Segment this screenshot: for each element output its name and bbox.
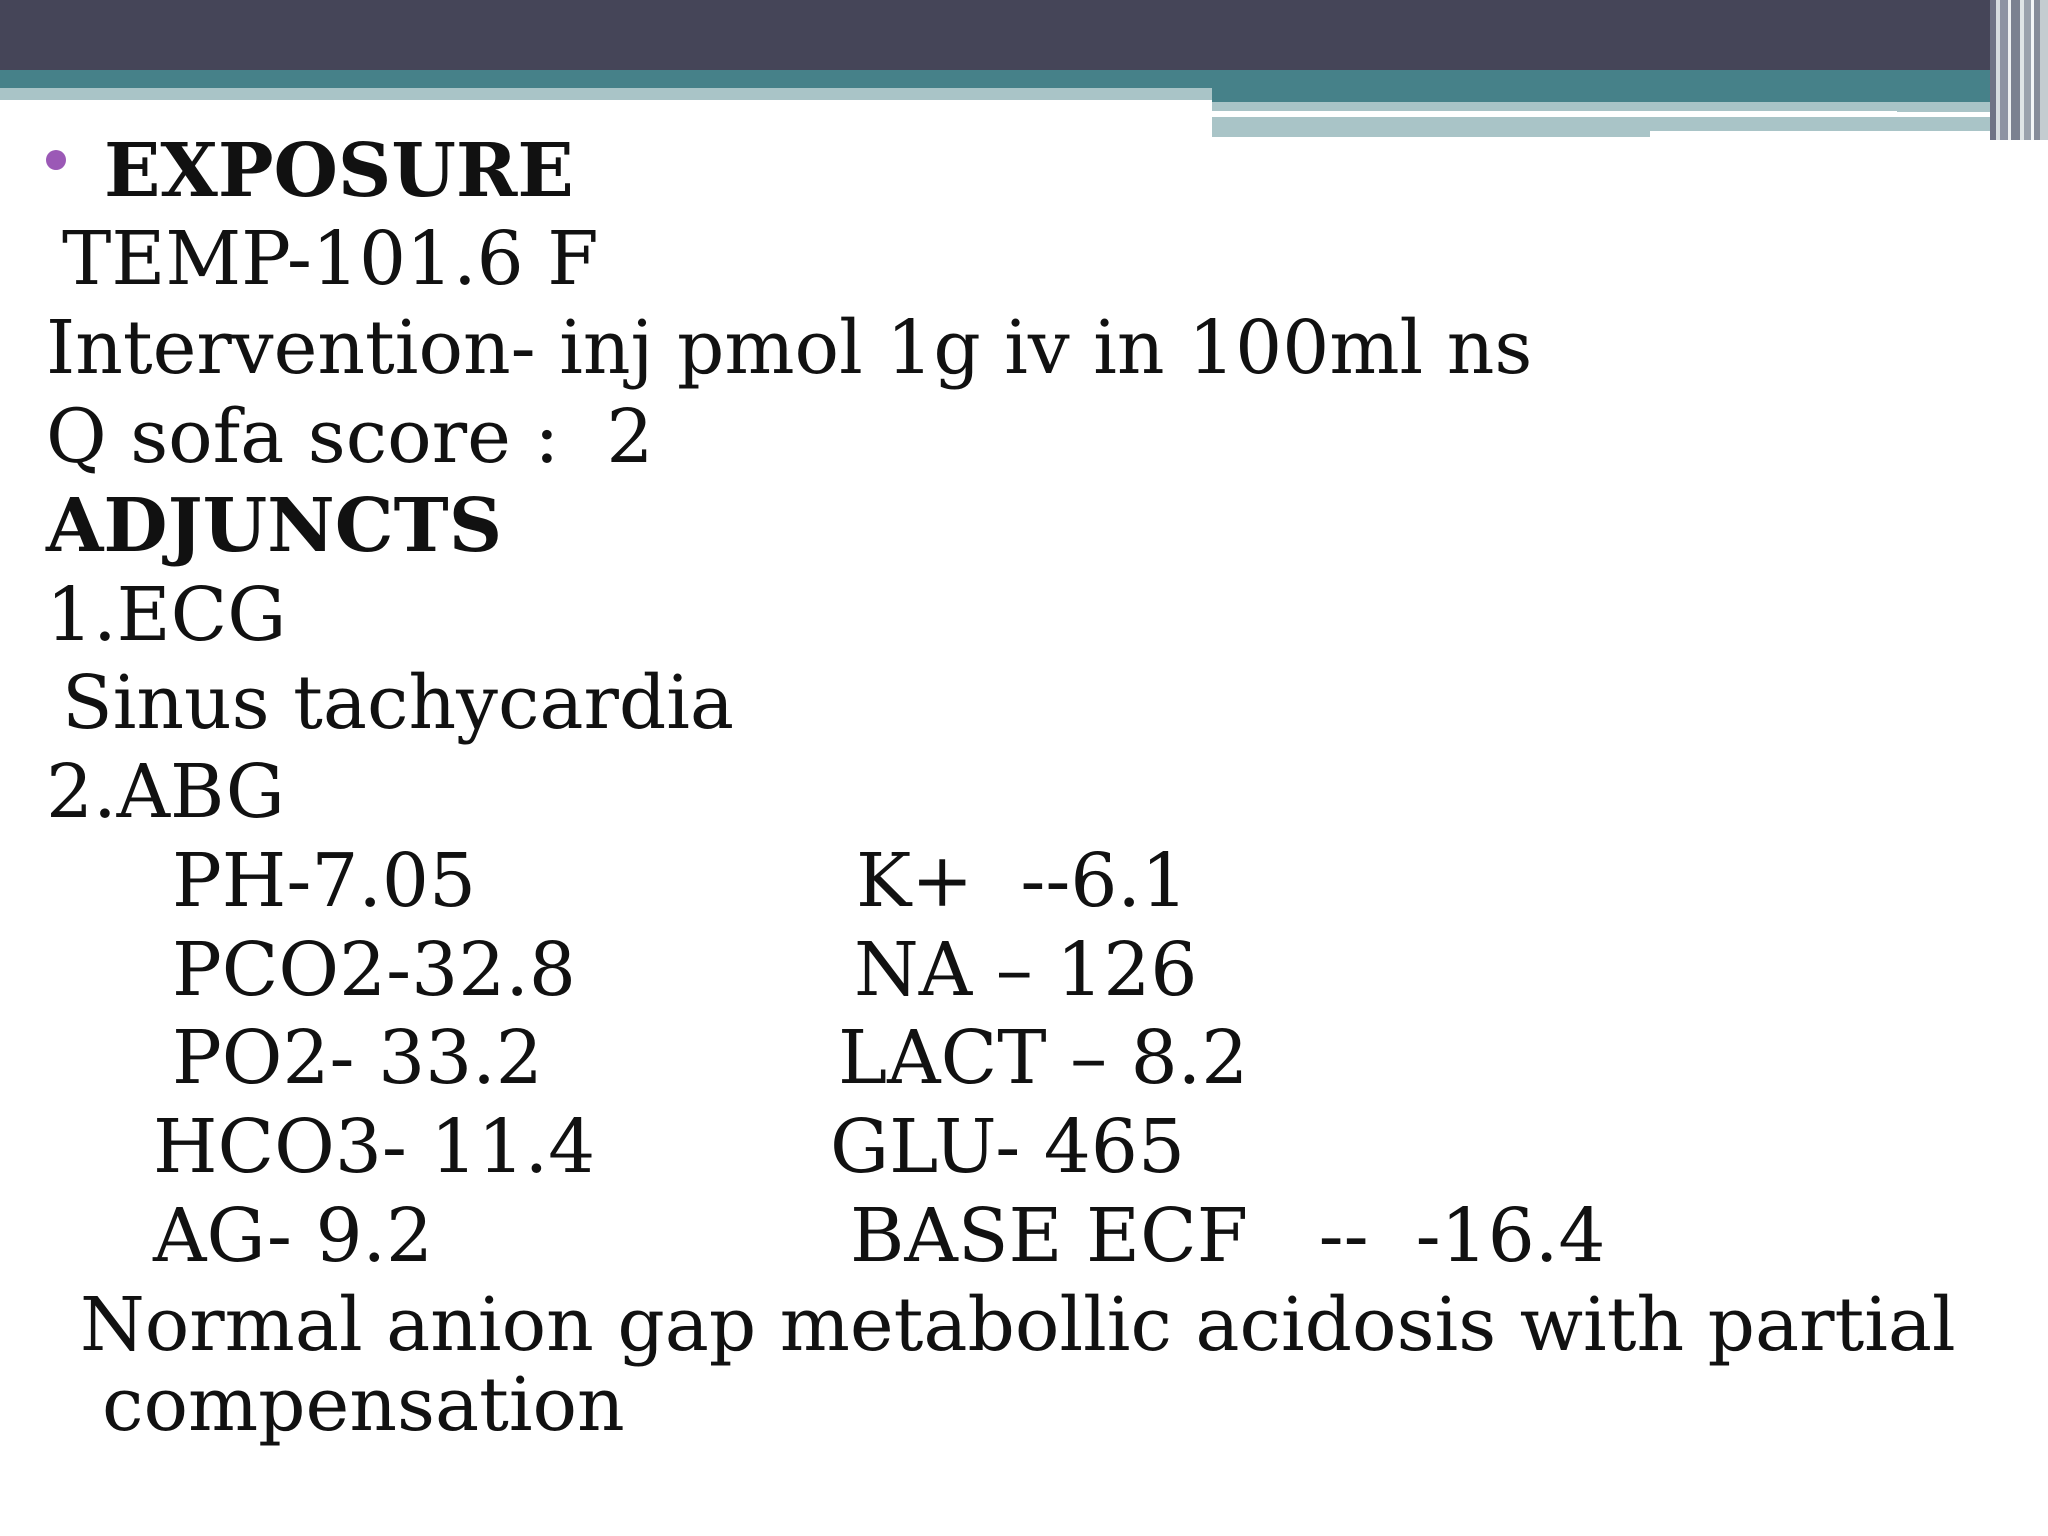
abg-left-item: PCO2-32.8: [172, 927, 576, 1013]
header-vertical-stripes: [1990, 0, 2048, 140]
header-dark-bar: [0, 0, 2048, 70]
header-teal-bar-right: [1212, 88, 2048, 102]
abg-label: 2.ABG: [46, 749, 285, 835]
header-light-bar-left: [0, 88, 1212, 100]
conclusion-line-continued: compensation: [102, 1362, 625, 1448]
ecg-result: Sinus tachycardia: [62, 660, 735, 746]
header-white-notch: [1650, 131, 2048, 137]
abg-right-item: NA – 126: [854, 927, 1198, 1013]
bullet-dot-icon: [46, 150, 66, 170]
intervention-line: Intervention- inj pmol 1g iv in 100ml ns: [46, 305, 1533, 391]
abg-left-item: AG- 9.2: [153, 1193, 434, 1279]
heading-adjuncts: ADJUNCTS: [46, 483, 503, 569]
abg-right-item: BASE ECF -- -16.4: [850, 1193, 1606, 1279]
heading-exposure: EXPOSURE: [104, 128, 574, 214]
ecg-label: 1.ECG: [46, 572, 287, 658]
abg-left-item: PH-7.05: [172, 838, 477, 924]
header-teal-bar: [0, 70, 2048, 88]
abg-right-item: LACT – 8.2: [838, 1015, 1249, 1101]
qsofa-line: Q sofa score : 2: [46, 394, 654, 480]
abg-left-item: PO2- 33.2: [172, 1015, 543, 1101]
abg-right-item: K+ --6.1: [856, 838, 1189, 924]
temp-line: TEMP-101.6 F: [62, 216, 599, 302]
abg-left-item: HCO3- 11.4: [153, 1104, 596, 1190]
abg-right-item: GLU- 465: [830, 1104, 1186, 1190]
conclusion-line: Normal anion gap metabollic acidosis with partial: [80, 1282, 1956, 1368]
